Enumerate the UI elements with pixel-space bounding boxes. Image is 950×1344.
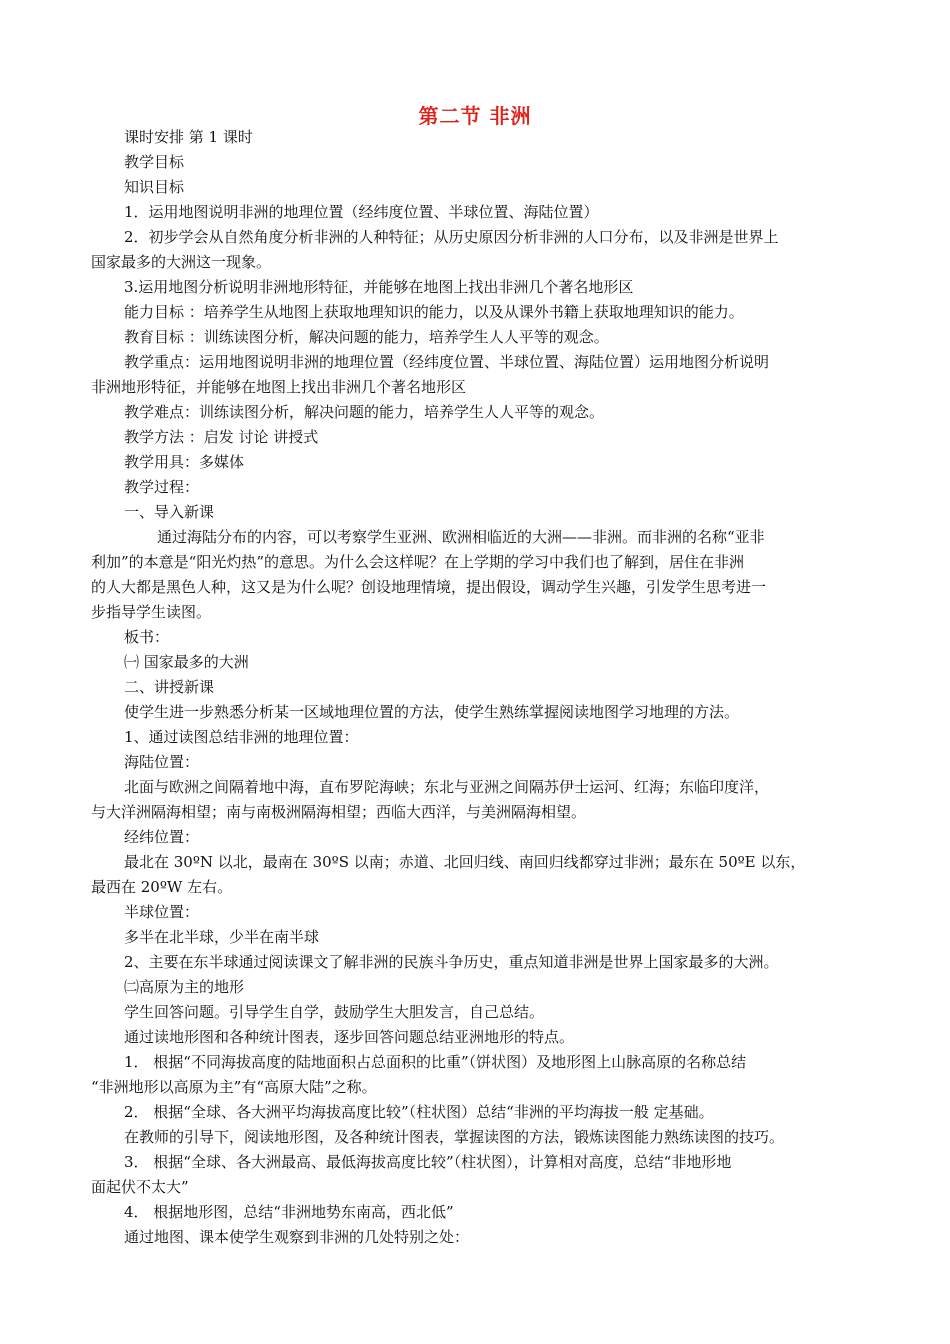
text-line: 1． 根据“不同海拔高度的陆地面积占总面积的比重”（饼状图）及地形图上山脉高原的名称总结 <box>124 1053 747 1071</box>
text-line: 课时安排 第 1 课时 <box>124 128 253 146</box>
text-line: 教学目标 <box>124 153 185 171</box>
text-line: 国家最多的大洲这一现象。 <box>91 253 272 271</box>
text-line: 多半在北半球，少半在南半球 <box>124 928 320 946</box>
text-line: 1．运用地图说明非洲的地理位置（经纬度位置、半球位置、海陆位置） <box>124 203 599 221</box>
text-line: 教育目标 ：训练读图分析，解决问题的能力，培养学生人人平等的观念。 <box>124 328 609 346</box>
text-line: 半球位置： <box>124 903 200 921</box>
text-line: 通过海陆分布的内容，可以考察学生亚洲、欧洲相临近的大洲——非洲。而非洲的名称“亚非 <box>157 528 765 546</box>
text-line: 步指导学生读图。 <box>91 603 212 621</box>
text-line: 与大洋洲隔海相望；南与南极洲隔海相望；西临大西洋，与美洲隔海相望。 <box>91 803 587 821</box>
text-line: 在教师的引导下，阅读地形图，及各种统计图表，掌握读图的方法，锻炼读图能力熟练读图的技巧。 <box>124 1128 785 1146</box>
text-line: 通过读地形图和各种统计图表，逐步回答问题总结亚洲地形的特点。 <box>124 1028 575 1046</box>
text-line: 3.运用地图分析说明非洲地形特征，并能够在地图上找出非洲几个著名地形区 <box>124 278 634 296</box>
text-line: 3． 根据“全球、各大洲最高、最低海拔高度比较”（柱状图），计算相对高度，总结“非地形地 <box>124 1153 732 1171</box>
text-line: 的人大都是黑色人种，这又是为什么呢？创设地理情境，提出假设，调动学生兴趣，引发学生思考进一 <box>91 578 767 596</box>
text-line: 教学过程： <box>124 478 200 496</box>
text-line: 2、主要在东半球通过阅读课文了解非洲的民族斗争历史，重点知道非洲是世界上国家最多的大洲。 <box>124 953 779 971</box>
text-line: 2． 根据“全球、各大洲平均海拔高度比较”（柱状图）总结“非洲的平均海拔一般 定基础。 <box>124 1103 714 1121</box>
text-line: 面起伏不太大” <box>91 1178 189 1196</box>
text-line: 教学难点：训练读图分析，解决问题的能力，培养学生人人平等的观念。 <box>124 403 605 421</box>
text-line: 教学用具：多媒体 <box>124 453 245 471</box>
text-line: 使学生进一步熟悉分析某一区域地理位置的方法，使学生熟练掌握阅读地图学习地理的方法。 <box>124 703 740 721</box>
text-line: ㈡高原为主的地形 <box>124 978 245 996</box>
text-line: 知识目标 <box>124 178 185 196</box>
text-line: 一、导入新课 <box>124 503 215 521</box>
text-line: 教学方法 ：启发 讨论 讲授式 <box>124 428 319 446</box>
page-title: 第二节 非洲 <box>418 104 532 128</box>
text-line: 4． 根据地形图，总结“非洲地势东南高，西北低” <box>124 1203 454 1221</box>
text-line: 二、讲授新课 <box>124 678 215 696</box>
text-line: 1、通过读图总结非洲的地理位置： <box>124 728 359 746</box>
text-line: 最北在 30ºN 以北，最南在 30ºS 以南；赤道、北回归线、南回归线都穿过非洲；最东在 50ºE 以东， <box>124 853 806 871</box>
text-line: 海陆位置： <box>124 753 200 771</box>
text-line: 2．初步学会从自然角度分析非洲的人种特征；从历史原因分析非洲的人口分布，以及非洲是世界上 <box>124 228 779 246</box>
text-line: 板书： <box>124 628 170 646</box>
text-line: 非洲地形特征，并能够在地图上找出非洲几个著名地形区 <box>91 378 467 396</box>
text-line: 通过地图、课本使学生观察到非洲的几处特别之处： <box>124 1228 470 1246</box>
text-line: 学生回答问题。引导学生自学，鼓励学生大胆发言，自己总结。 <box>124 1003 545 1021</box>
text-line: ㈠ 国家最多的大洲 <box>124 653 249 671</box>
text-line: 最西在 20ºW 左右。 <box>91 878 233 896</box>
text-line: “非洲地形以高原为主”有“高原大陆”之称。 <box>91 1078 377 1096</box>
text-line: 能力目标 ：培养学生从地图上获取地理知识的能力，以及从课外书籍上获取地理知识的能力。 <box>124 303 744 321</box>
text-line: 经纬位置： <box>124 828 200 846</box>
text-line: 北面与欧洲之间隔着地中海，直布罗陀海峡；东北与亚洲之间隔苏伊士运河、红海；东临印度洋， <box>124 778 770 796</box>
text-line: 教学重点：运用地图说明非洲的地理位置（经纬度位置、半球位置、海陆位置）运用地图分析说明 <box>124 353 770 371</box>
text-line: 利加”的本意是“阳光灼热”的意思。为什么会这样呢？在上学期的学习中我们也了解到，居住在非洲 <box>91 553 745 571</box>
